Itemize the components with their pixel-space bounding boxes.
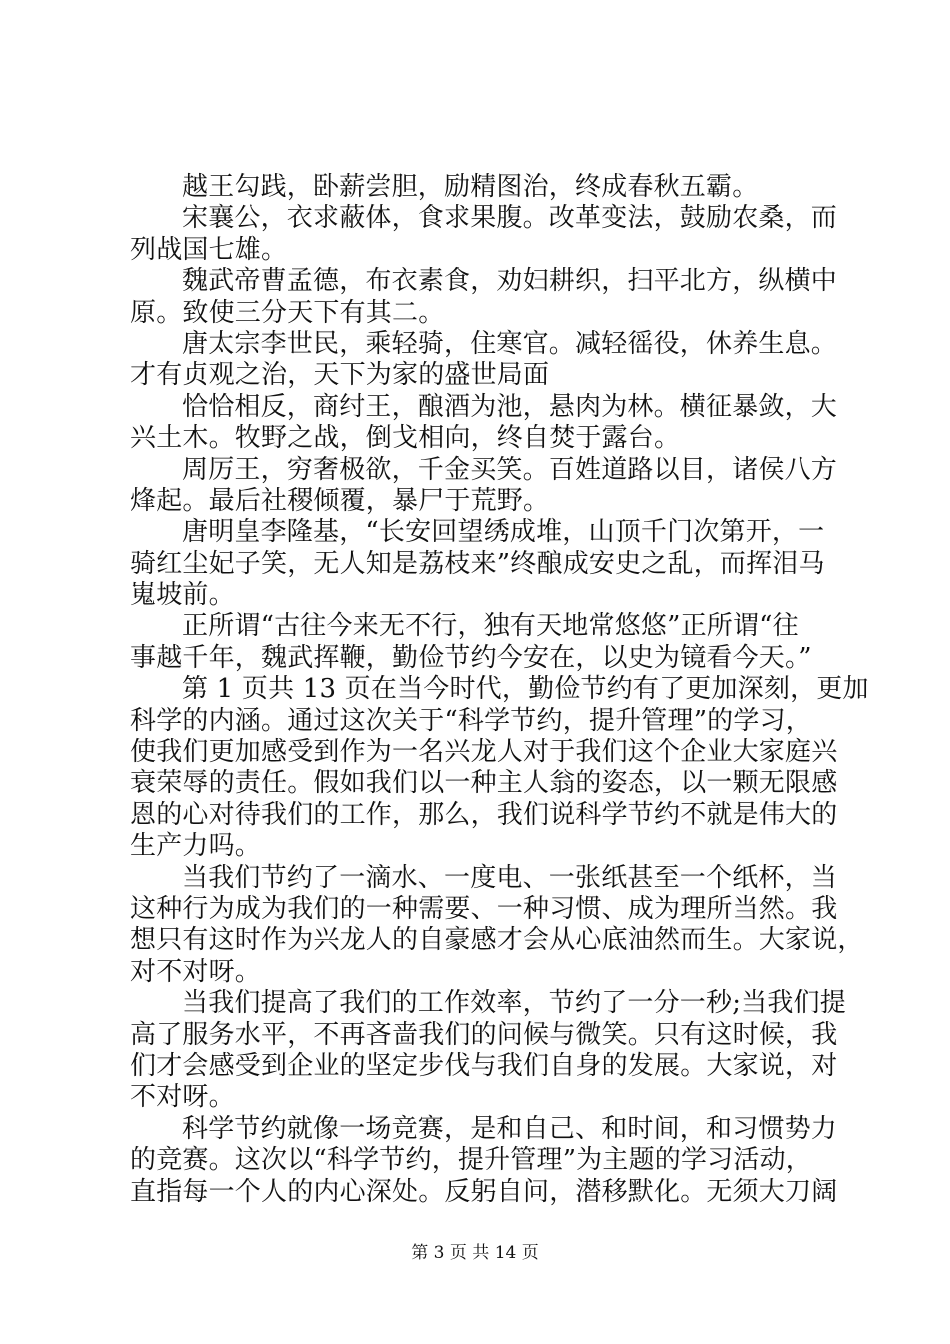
text-line: 事越千年，魏武挥鞭，勤俭节约今安在，以史为镜看今天。” [130, 642, 812, 673]
text-line: 恰恰相反，商纣王，酿酒为池，悬肉为林。横征暴敛，大 [182, 391, 838, 422]
text-line: 才有贞观之治，天下为家的盛世局面 [130, 360, 550, 391]
text-line: 科学的内涵。通过这次关于“科学节约，提升管理”的学习， [130, 705, 812, 736]
text-line: 对不对呀。 [130, 956, 262, 987]
text-line: 高了服务水平，不再吝啬我们的问候与微笑。只有这时候，我 [130, 1019, 838, 1050]
text-line: 不对呀。 [130, 1082, 235, 1113]
text-line: 越王勾践，卧薪尝胆，励精图治，终成春秋五霸。 [182, 172, 759, 202]
text-line: 兴土木。牧野之战，倒戈相向，终自焚于露台。 [130, 423, 681, 454]
text-line: 唐明皇李隆基，“长安回望绣成堆，山顶千门次第开，一 [182, 517, 825, 548]
text-line: 恩的心对待我们的工作，那么，我们说科学节约不就是伟大的 [130, 799, 838, 830]
text-line: 的竞赛。这次以“科学节约，提升管理”为主题的学习活动， [130, 1145, 812, 1176]
text-line: 列战国七雄。 [130, 234, 288, 265]
text-line: 衰荣辱的责任。假如我们以一种主人翁的姿态，以一颗无限感 [130, 768, 838, 799]
page-footer: 第 3 页 共 14 页 [411, 1243, 539, 1263]
text-line: 这种行为成为我们的一种需要、一种习惯、成为理所当然。我 [130, 893, 838, 924]
text-line: 生产力吗。 [130, 831, 262, 862]
text-line: 直指每一个人的内心深处。反躬自问，潜移默化。无须大刀阔 [130, 1176, 838, 1207]
text-line: 烽起。最后社稷倾覆，暴尸于荒野。 [130, 485, 550, 516]
text-line: 当我们提高了我们的工作效率，节约了一分一秒;当我们提 [182, 988, 846, 1019]
text-line: 当我们节约了一滴水、一度电、一张纸甚至一个纸杯，当 [182, 862, 838, 893]
text-line: 嵬坡前。 [130, 580, 235, 611]
text-line: 使我们更加感受到作为一名兴龙人对于我们这个企业大家庭兴 [130, 737, 838, 768]
text-line: 骑红尘妃子笑，无人知是荔枝来”终酿成安史之乱，而挥泪马 [130, 548, 825, 579]
text-line: 科学节约就像一场竞赛，是和自己、和时间，和习惯势力 [182, 1113, 838, 1144]
text-line: 魏武帝曹孟德，布衣素食，劝妇耕织，扫平北方，纵横中 [182, 266, 838, 297]
document-body [130, 172, 869, 1208]
text-line: 唐太宗李世民，乘轻骑，住寒官。减轻徭役，休养生息。 [182, 328, 838, 359]
text-line: 宋襄公，衣求蔽体，食求果腹。改革变法，鼓励农桑，而 [182, 203, 838, 234]
text-line: 正所谓“古往今来无不行，独有天地常悠悠”正所谓“往 [182, 611, 799, 642]
text-line: 想只有这时作为兴龙人的自豪感才会从心底油然而生。大家说， [130, 925, 864, 956]
text-line: 原。致使三分天下有其二。 [130, 297, 445, 328]
text-line: 们才会感受到企业的坚定步伐与我们自身的发展。大家说，对 [130, 1050, 838, 1081]
text-line: 第 1 页共 13 页在当今时代，勤俭节约有了更加深刻，更加 [182, 674, 869, 705]
text-line: 周厉王，穷奢极欲，千金买笑。百姓道路以目，诸侯八方 [182, 454, 838, 485]
